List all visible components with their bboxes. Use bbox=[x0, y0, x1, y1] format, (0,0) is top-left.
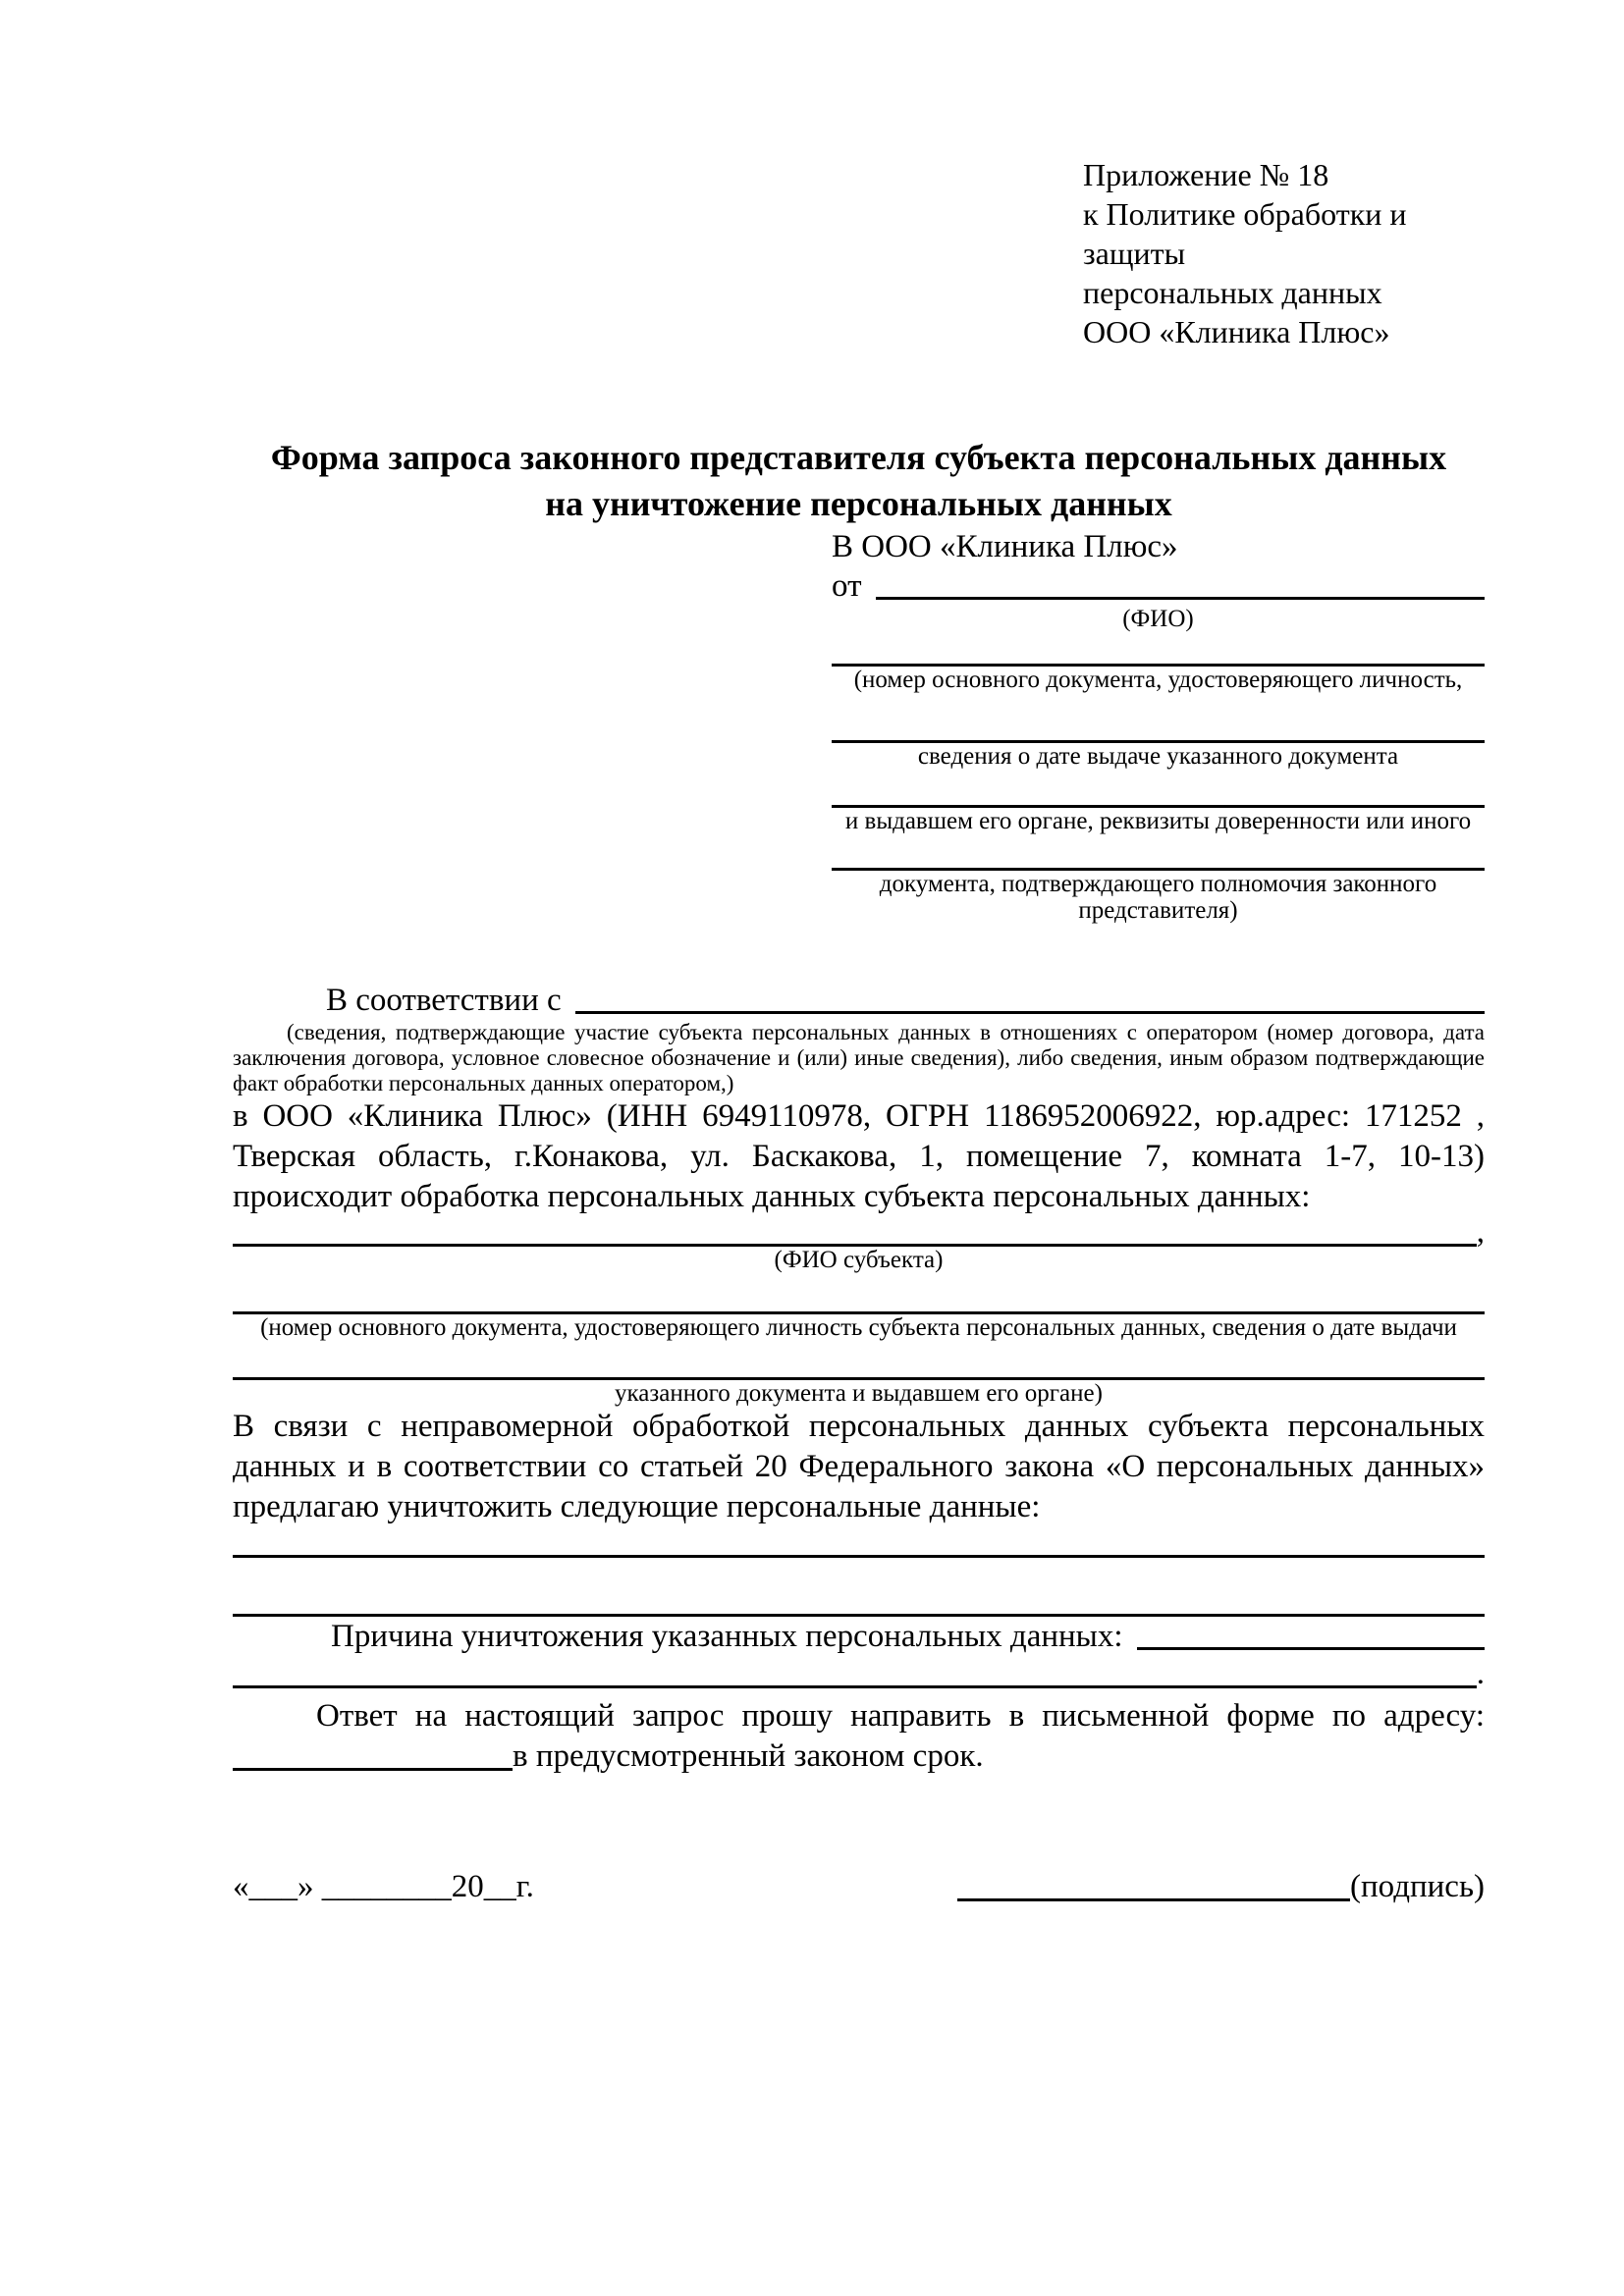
appendix-line: Приложение № 18 bbox=[1083, 157, 1329, 192]
signature-caption: (подпись) bbox=[1350, 1869, 1485, 1904]
reason-label: Причина уничтожения указанных персональных данных: bbox=[331, 1619, 1123, 1654]
representative-document-field-line[interactable] bbox=[832, 632, 1485, 667]
reply-address-row bbox=[233, 1736, 1485, 1777]
page-title-line1: Форма запроса законного представителя субъекта персональных данных bbox=[270, 438, 1447, 477]
operator-paragraph: в ООО «Клиника Плюс» (ИНН 6949110978, ОГРН 1186952006922, юр.адрес: 171252 , Тверская область, г.Конакова, ул. Баскакова, 1, помещение 7, комната 1-7, 10-13) происходит обработка персональных данных субъекта персональных данных: bbox=[233, 1098, 1485, 1214]
accordance-footnote: (сведения, подтверждающие участие субъекта персональных данных в отношениях с оператором (номер договора, дата заключения договора, условное словесное обозначение и (или) иные сведения), либо сведения, иным образом подтверждающие факт обработки персональных данных оператором,) bbox=[233, 1020, 1485, 1095]
reason-continuation-row bbox=[233, 1656, 1485, 1691]
document-caption-1: (номер основного документа, удостоверяющего личность, bbox=[853, 667, 1463, 693]
trailing-period: . bbox=[1476, 1656, 1485, 1691]
reason-field-line-2[interactable] bbox=[233, 1656, 1477, 1688]
date-line: «___» ________20__г. bbox=[233, 1869, 534, 1904]
page-title bbox=[233, 435, 1485, 527]
accordance-field-line[interactable] bbox=[575, 981, 1485, 1014]
signature-field-line[interactable] bbox=[957, 1867, 1350, 1901]
document-issue-date-field-line[interactable] bbox=[832, 693, 1485, 743]
subject-document-field-line-2[interactable] bbox=[233, 1341, 1485, 1380]
signature-group bbox=[957, 1867, 1485, 1907]
appendix-line: ООО «Клиника Плюс» bbox=[1083, 314, 1390, 349]
destroy-paragraph: В связи с неправомерной обработкой персональных данных субъекта персональных данных и в соответствии со статьей 20 Федерального закона «О персональных данных» предлагаю уничтожить следующие персональные данные: bbox=[233, 1409, 1485, 1524]
issuing-authority-field-line[interactable] bbox=[832, 770, 1485, 808]
page-title-line2: на уничтожение персональных данных bbox=[545, 484, 1172, 523]
reply-paragraph: Ответ на настоящий запрос прошу направить в письменной форме по адресу: bbox=[316, 1698, 1485, 1734]
accordance-row bbox=[233, 981, 1485, 1020]
personal-data-field-line-2[interactable] bbox=[233, 1558, 1485, 1617]
subject-fio-caption: (ФИО субъекта) bbox=[774, 1247, 944, 1273]
from-label: от bbox=[832, 568, 862, 604]
reason-row bbox=[233, 1617, 1485, 1656]
subject-fio-field-line[interactable] bbox=[233, 1228, 1477, 1247]
body-block bbox=[233, 981, 1485, 1777]
addressee-block bbox=[832, 527, 1485, 924]
personal-data-field-line-1[interactable] bbox=[233, 1527, 1485, 1558]
subject-document-caption-2: указанного документа и выдавшем его органе) bbox=[615, 1380, 1103, 1407]
appendix-block bbox=[1083, 155, 1485, 351]
document-caption-3: и выдавшем его органе, реквизиты доверенности или иного bbox=[844, 808, 1472, 834]
footer-row bbox=[233, 1867, 1485, 1907]
authority-document-field-line[interactable] bbox=[832, 834, 1485, 871]
subject-document-field-line[interactable] bbox=[233, 1273, 1485, 1314]
from-row bbox=[832, 566, 1485, 606]
reply-tail-text: в предусмотренный законом срок. bbox=[513, 1738, 984, 1774]
fio-caption: (ФИО) bbox=[1122, 606, 1194, 632]
subject-fio-row bbox=[233, 1214, 1485, 1250]
document-caption-4: документа, подтверждающего полномочия законного представителя) bbox=[879, 871, 1437, 924]
reply-address-field-line[interactable] bbox=[233, 1736, 513, 1771]
addressee-to: В ООО «Клиника Плюс» bbox=[832, 529, 1178, 564]
appendix-line: персональных данных bbox=[1083, 275, 1382, 310]
appendix-line: к Политике обработки и защиты bbox=[1083, 196, 1407, 271]
representative-name-field-line[interactable] bbox=[876, 566, 1486, 600]
trailing-comma: , bbox=[1476, 1214, 1485, 1250]
accordance-label: В соответствии с bbox=[326, 983, 562, 1018]
document-caption-2: сведения о дате выдаче указанного документа bbox=[917, 743, 1399, 770]
reason-field-line[interactable] bbox=[1137, 1617, 1485, 1650]
subject-document-caption-1: (номер основного документа, удостоверяющего личность субъекта персональных данных, сведения о дате выдачи bbox=[260, 1314, 1457, 1341]
